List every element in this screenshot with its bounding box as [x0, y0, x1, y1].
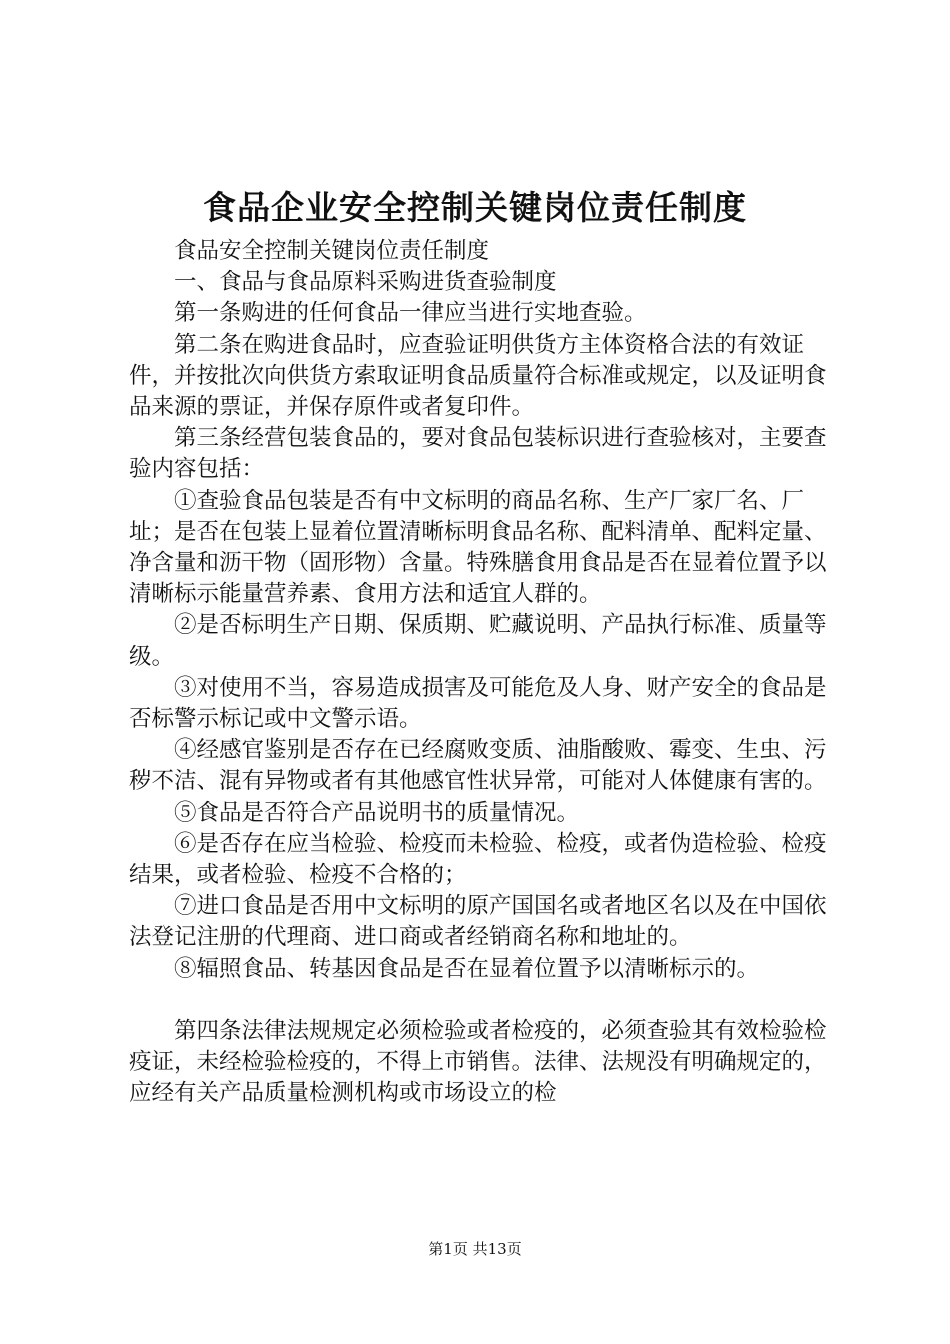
- paragraph-item-1: ①查验食品包装是否有中文标明的商品名称、生产厂家厂名、厂址；是否在包装上显着位置清晰标明食品名称、配料清单、配料定量、净含量和沥干物（固形物）含量。特殊膳食用食品是否在显着位置予以清晰标示能量营养素、食用方法和适宜人群的。: [129, 487, 827, 608]
- paragraph-item-7: ⑦进口食品是否用中文标明的原产国国名或者地区名以及在中国依法登记注册的代理商、进口商或者经销商名称和地址的。: [129, 893, 827, 951]
- document-body: [129, 236, 835, 1109]
- blank-line: [129, 985, 835, 1016]
- paragraph-article-4: 第四条法律法规规定必须检验或者检疫的，必须查验其有效检验检疫证，未经检验检疫的，不得上市销售。法律、法规没有明确规定的，应经有关产品质量检测机构或市场设立的检: [129, 1017, 827, 1107]
- paragraph-item-8: ⑧辐照食品、转基因食品是否在显着位置予以清晰标示的。: [174, 955, 760, 982]
- paragraph-item-5: ⑤食品是否符合产品说明书的质量情况。: [174, 799, 580, 826]
- paragraph-section-heading: 一、食品与食品原料采购进货查验制度: [174, 269, 557, 296]
- paragraph-item-3: ③对使用不当，容易造成损害及可能危及人身、财产安全的食品是否标警示标记或中文警示语。: [129, 674, 827, 733]
- paragraph-item-2: ②是否标明生产日期、保质期、贮藏说明、产品执行标准、质量等级。: [129, 612, 827, 670]
- page-number-footer: 第1页 共13页: [428, 1240, 522, 1258]
- paragraph-item-6: ⑥是否存在应当检验、检疫而未检验、检疫，或者伪造检验、检疫结果，或者检验、检疫不合格的；: [129, 830, 827, 889]
- document-title: 食品企业安全控制关键岗位责任制度: [203, 188, 747, 227]
- paragraph-article-2: 第二条在购进食品时，应查验证明供货方主体资格合法的有效证件，并按批次向供货方索取证明食品质量符合标准或规定，以及证明食品来源的票证，并保存原件或者复印件。: [129, 331, 827, 421]
- paragraph-item-4: ④经感官鉴别是否存在已经腐败变质、油脂酸败、霉变、生虫、污秽不洁、混有异物或者有其他感官性状异常，可能对人体健康有害的。: [129, 737, 827, 795]
- paragraph-subtitle: 食品安全控制关键岗位责任制度: [174, 238, 490, 264]
- paragraph-article-3: 第三条经营包装食品的，要对食品包装标识进行查验核对，主要查验内容包括：: [129, 425, 827, 483]
- paragraph-article-1: 第一条购进的任何食品一律应当进行实地查验。: [174, 300, 647, 327]
